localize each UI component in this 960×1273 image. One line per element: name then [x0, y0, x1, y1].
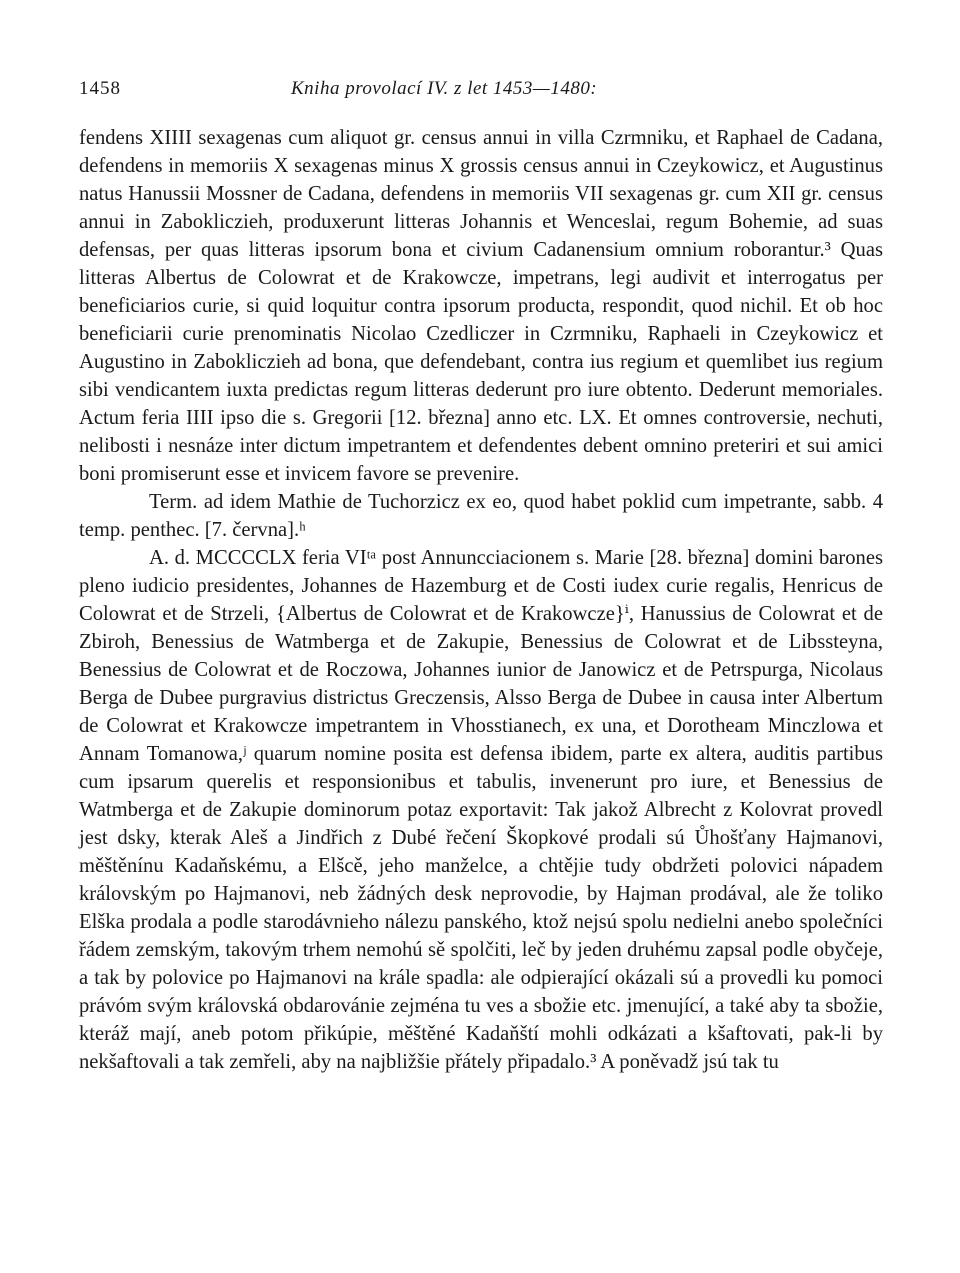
paragraph-2: Term. ad idem Mathie de Tuchorzicz ex eo, quod habet poklid cum impetrante, sabb. 4 temp. penthec. [7. června].ʰ	[79, 491, 883, 541]
running-title: Kniha provolací IV. z let 1453—1480:	[291, 78, 598, 99]
paragraph-1: fendens XIIII sexagenas cum aliquot gr. census annui in villa Czrmniku, et Raphael de Cadana, defendens in memoriis X sexagenas minus X grossis census annui in Czeykowicz, et Augustinus natus Hanussii Mossner de Cadana, defendens in memoriis VII sexagenas gr. cum XII gr. census annui in Zabokliczieh, produxerunt litteras Johannis et Wenceslai, regum Bohemie, ad suas defensas, per quas litteras ipsorum bona et civium Cadanensium omnium roborantur.³ Quas litteras Albertus de Colowrat et de Krakowcze, impetrans, legi audivit et interrogatus per beneficiarios curie, si quid loquitur contra ipsorum producta, respondit, quod nichil. Et ob hoc beneficiarii curie prenominatis Nicolao Czedliczer in Czrmniku, Raphaeli in Czeykowicz et Augustino in Zabokliczieh ad bona, que defendebant, contra ius regium et quemlibet ius regium sibi vendicantem iuxta predictas regum litteras dederunt pro iure obtento. Dederunt memoriales. Actum feria IIII ipso die s. Gregorii [12. března] anno etc. LX. Et omnes controversie, nechuti, nelibosti i nesnáze inter dictum impetrantem et defendentes debent omnino preteriri et sui amici boni promiserunt esse et invicem favore se prevenire.	[79, 127, 883, 485]
body-text	[79, 124, 883, 1076]
page-header	[79, 78, 883, 106]
document-page	[79, 78, 883, 1076]
paragraph-3: A. d. MCCCCLX feria VIᵗᵃ post Annuncciacionem s. Marie [28. března] domini barones pleno iudicio presidentes, Johannes de Hazemburg et de Costi iudex curie regalis, Henricus de Colowrat et de Strzeli, {Albertus de Colowrat et de Krakowcze}ⁱ, Hanussius de Colowrat et de Zbiroh, Benessius de Watmberga et de Zakupie, Benessius de Colowrat et de Libssteyna, Benessius de Colowrat et de Roczowa, Johannes iunior de Janowicz et de Petrspurga, Nicolaus Berga de Dubee purgravius districtus Greczensis, Alsso Berga de Dubee in causa inter Albertum de Colowrat et Krakowcze impetrantem in Vhosstianech, ex una, et Dorotheam Minczlowa et Annam Tomanowa,ʲ quarum nomine posita est defensa ibidem, parte ex altera, auditis partibus cum ipsarum querelis et responsionibus et tabulis, invenerunt pro iure, et Benessius de Watmberga et de Zakupie dominorum potaz exportavit: Tak jakož Albrecht z Kolovrat provedl jest dsky, kterak Aleš a Jindřich z Dubé řečení Škopkové prodali sú Ůhošťany Hajmanovi, měštěnínu Kadaňskému, a Elšcě, jeho manželce, a chtějie tudy obdržeti polovici nápadem královským po Hajmanovi, neb žádných desk neprovodie, by Hajman prodával, ale že toliko Elška prodala a podle starodávnieho nálezu panského, ktož nejsú spolu nedielni anebo společníci řádem zemským, takovým trhem nemohú sě spolčiti, leč by jeden druhému zapsal podle obyčeje, a tak by polovice po Hajmanovi na krále spadla: ale odpierající okázali sú a provedli ku pomoci právóm svým královská obdarovánie zejména tu ves a sbožie etc. jmenující, a také aby ta sbožie, kteráž mají, aneb potom přikúpie, měštěné Kadaňští mohli odkázati a kšaftovati, pak-li by nekšaftovali a tak zemřeli, aby na najbližšie přátely připadalo.³ A poněvadž jsú tak tu	[79, 547, 883, 1073]
page-number: 1458	[79, 78, 121, 99]
